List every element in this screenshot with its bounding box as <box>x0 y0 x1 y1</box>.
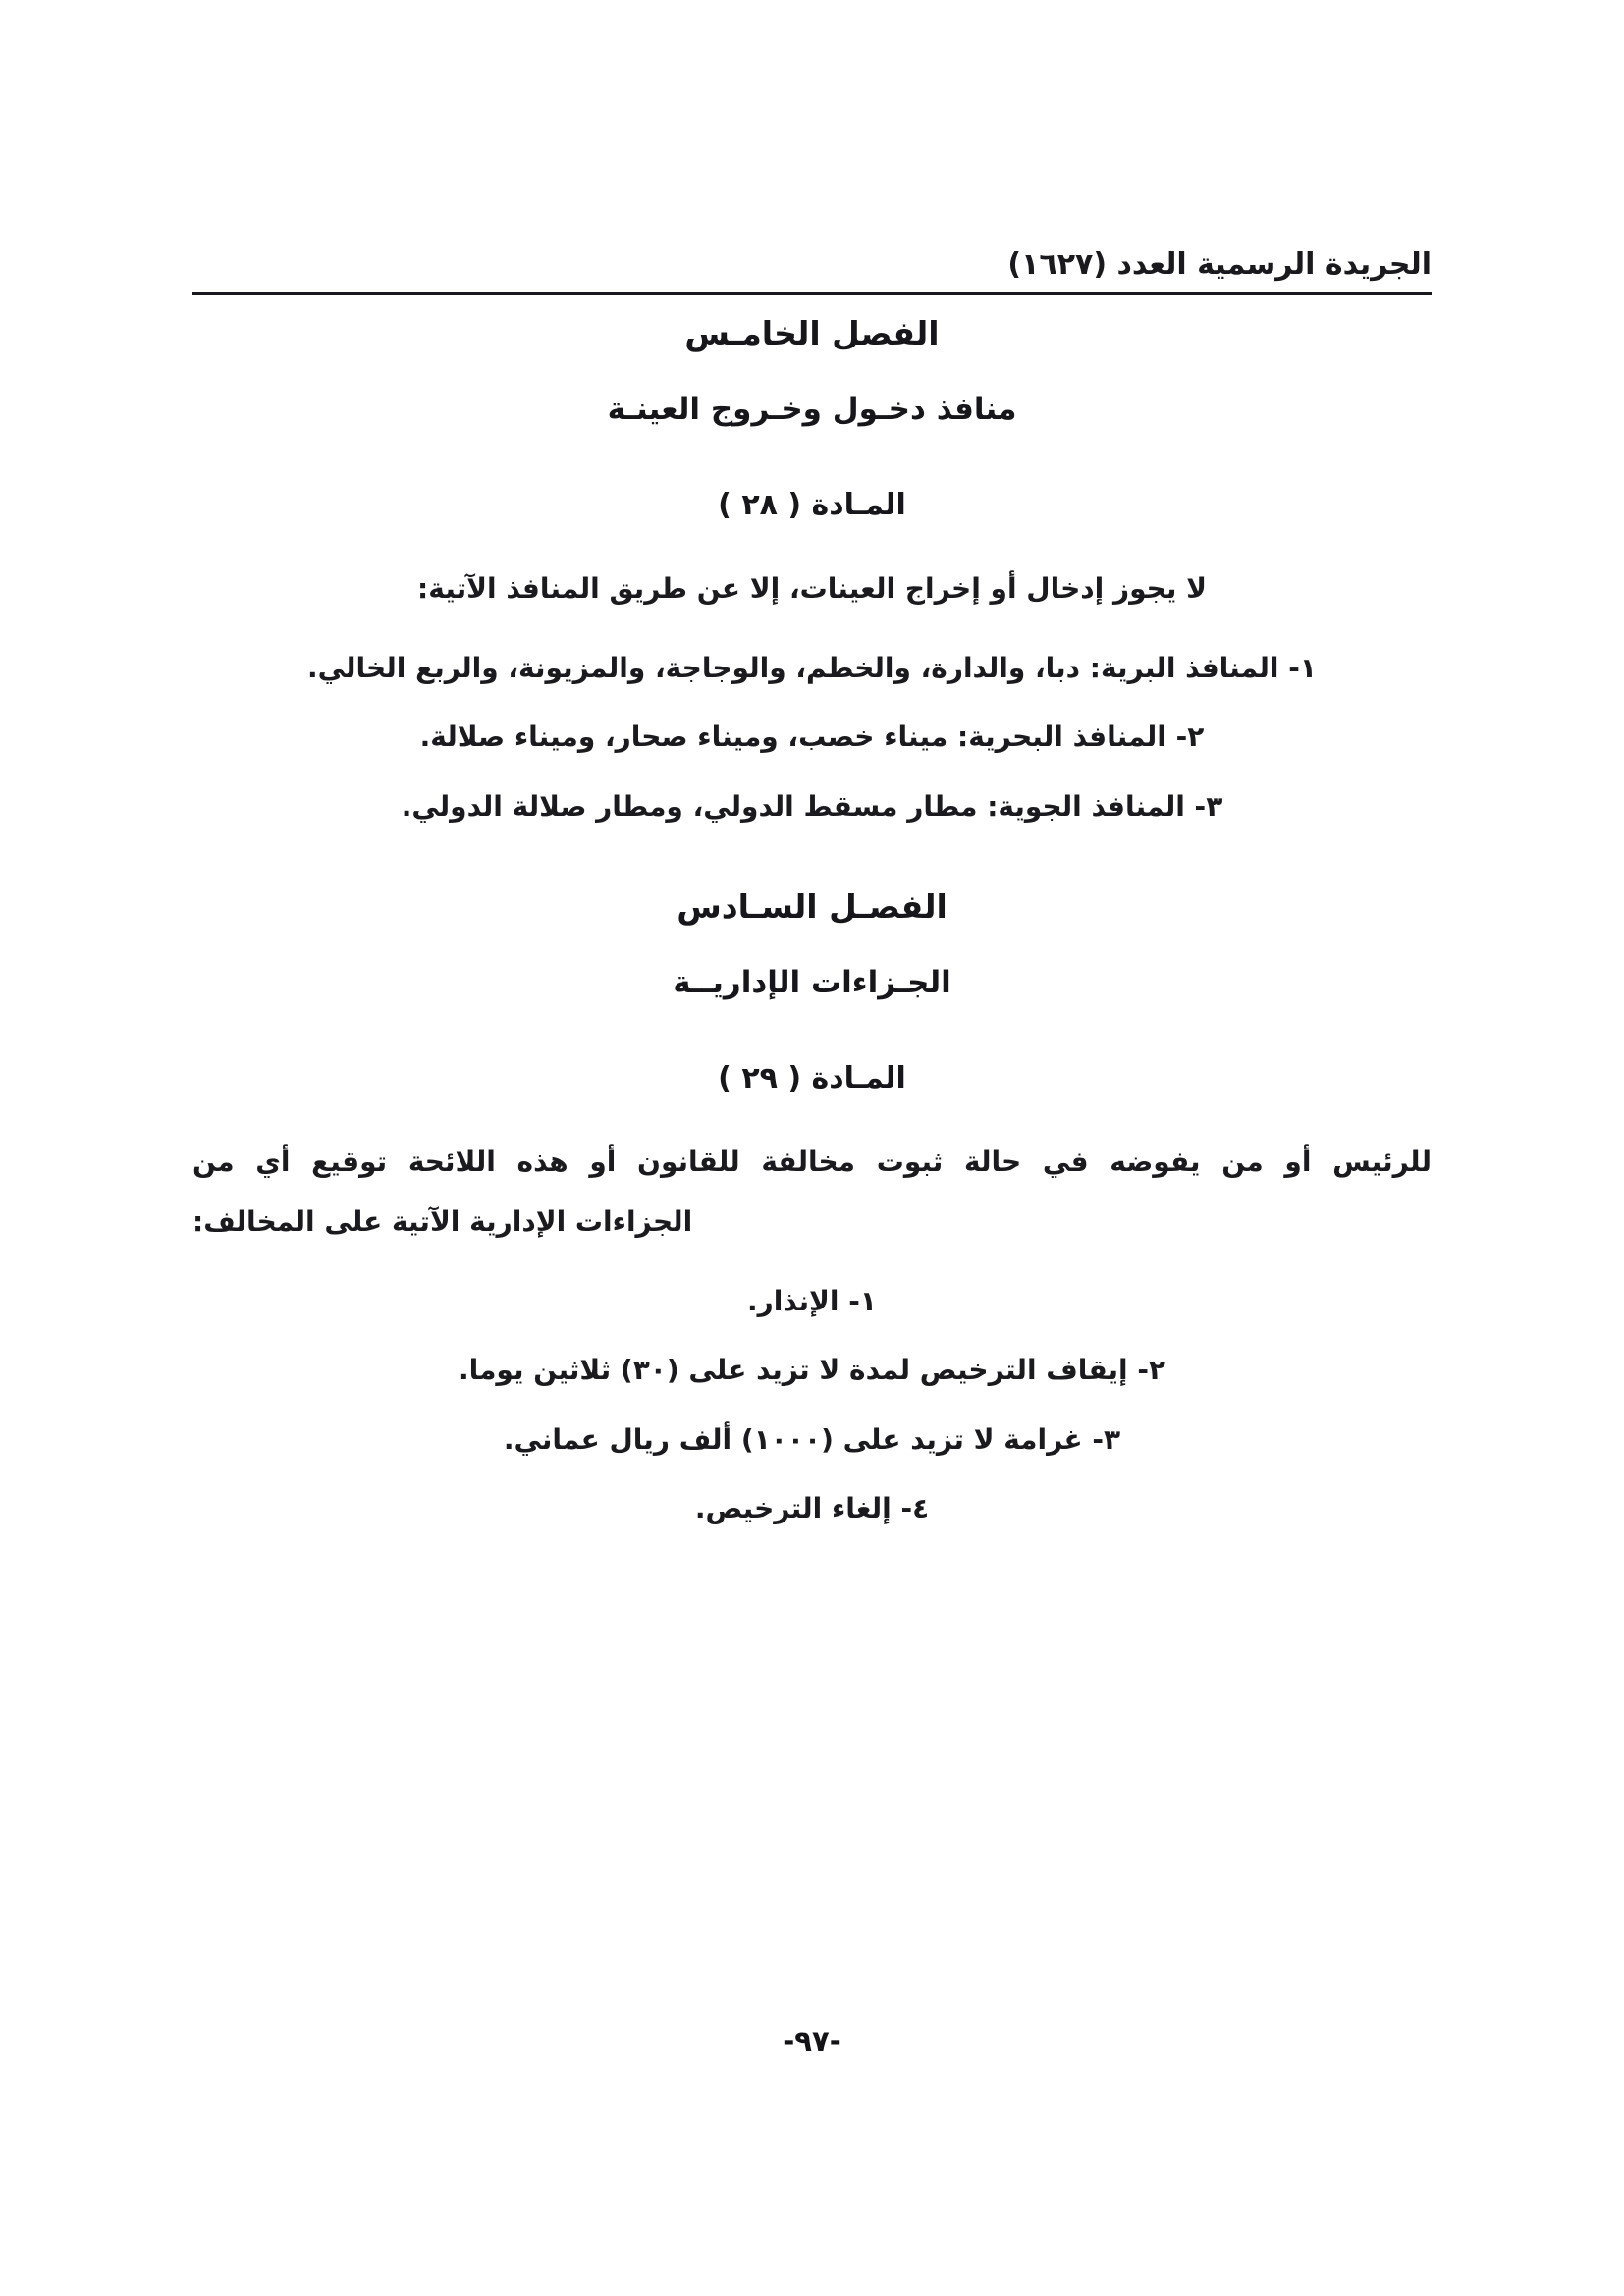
article-29-intro-line-2: الجزاءات الإدارية الآتية على المخالف: <box>192 1204 693 1238</box>
article-29-item-1: ١- الإنذار. <box>747 1284 877 1317</box>
article-29-item-3: ٣- غرامة لا تزيد على (١٠٠٠) ألف ريال عماني. <box>503 1422 1121 1456</box>
spacer <box>192 1321 1432 1351</box>
article-28-intro: لا يجوز إدخال أو إخراج العينات، إلا عن طريق المنافذ الآتية: <box>417 572 1207 605</box>
chapter-six-title: الجـزاءات الإداريــة <box>673 965 951 1001</box>
page-number: -٩٧- <box>783 2024 841 2057</box>
article-29-item-2: ٢- إيقاف الترخيص لمدة لا تزيد على (٣٠) ثلاثين يوما. <box>458 1354 1166 1387</box>
article-28-item-3: ٣- المنافذ الجوية: مطار مسقط الدولي، ومطار صلالة الدولي. <box>401 789 1223 823</box>
spacer <box>192 610 1432 649</box>
article-29-item-4: ٤- إلغاء الترخيص. <box>694 1492 930 1525</box>
spacer <box>192 1000 1432 1061</box>
header-divider <box>192 292 1432 295</box>
article-29-intro-line-1: للرئيس أو من يفوضه في حالة ثبوت مخالفة للقانون أو هذه اللائحة توقيع أي من <box>192 1146 1432 1179</box>
spacer <box>192 1095 1432 1143</box>
spacer <box>192 926 1432 965</box>
spacer <box>192 827 1432 887</box>
spacer <box>192 522 1432 569</box>
spacer <box>192 758 1432 787</box>
chapter-five-title: منافذ دخـول وخـروج العينـة <box>607 392 1017 427</box>
article-29-heading: المـادة ( ٢٩ ) <box>718 1061 906 1096</box>
article-28-heading: المـادة ( ٢٨ ) <box>718 488 906 522</box>
spacer <box>192 1460 1432 1489</box>
spacer <box>192 1243 1432 1282</box>
spacer <box>192 688 1432 718</box>
article-28-item-2: ٢- المنافذ البحرية: ميناء خصب، وميناء صحار، وميناء صلالة. <box>419 721 1205 754</box>
page-header <box>192 247 1432 295</box>
spacer <box>192 1183 1432 1202</box>
chapter-six-label: الفصـل السـادس <box>677 887 947 927</box>
spacer <box>192 427 1432 488</box>
page-body <box>192 314 1432 1529</box>
chapter-five-label: الفصل الخامـس <box>684 314 940 352</box>
spacer <box>192 352 1432 392</box>
running-head-text: الجريدة الرسمية العدد (١٦٢٧) <box>1007 247 1432 282</box>
article-28-item-1: ١- المنافذ البرية: دبا، والدارة، والخطم، والوجاجة، والمزيونة، والربع الخالي. <box>307 651 1317 684</box>
spacer <box>192 1391 1432 1420</box>
